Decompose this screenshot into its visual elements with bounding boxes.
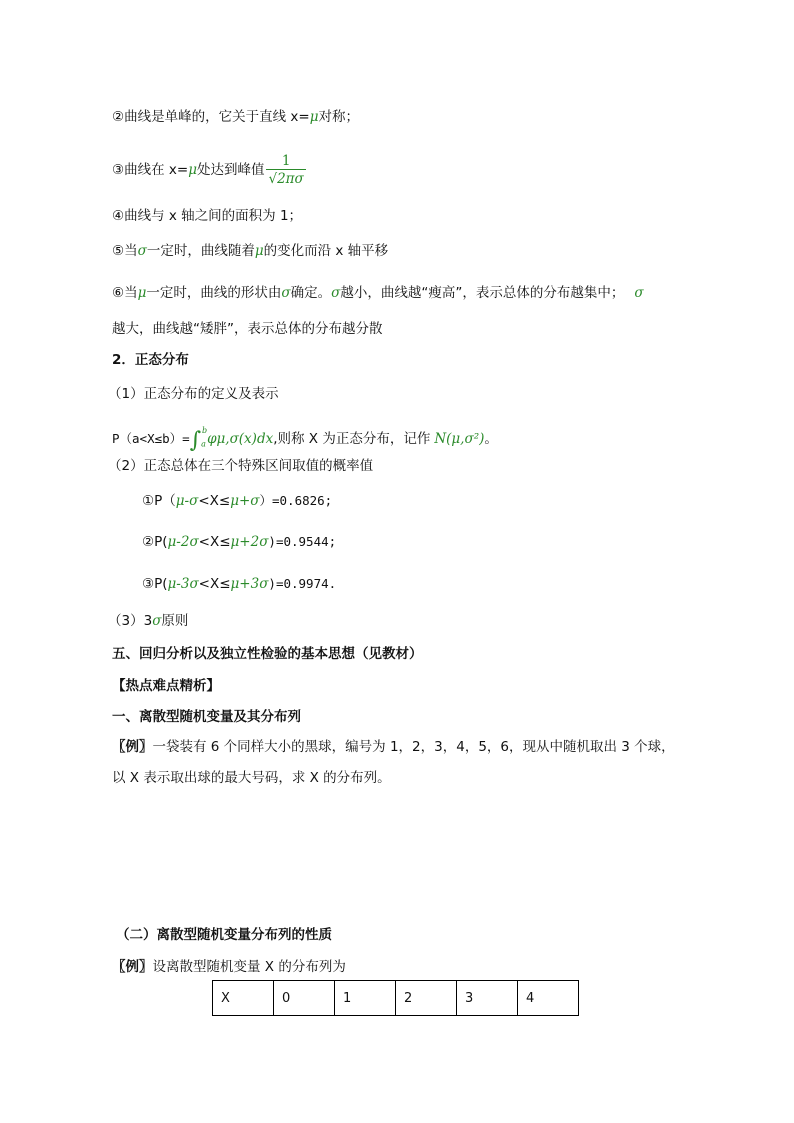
interval-upper: μ+2σ bbox=[230, 534, 269, 550]
text: 一定时，曲线的形状由 bbox=[146, 285, 282, 301]
subsection-definition: （1）正态分布的定义及表示 bbox=[108, 386, 279, 402]
table-cell: 3 bbox=[457, 981, 518, 1016]
mu-symbol: μ bbox=[309, 109, 319, 125]
sigma-symbol: σ bbox=[137, 243, 147, 259]
text: 原则 bbox=[161, 613, 189, 629]
sigma-symbol: σ bbox=[634, 285, 644, 301]
probability-value: ）=0.6826; bbox=[259, 493, 333, 508]
integral-expression: $\int_a^b\varphi\mu,\sigma(x)dx$ bbox=[189, 426, 274, 453]
peak-fraction bbox=[266, 153, 305, 188]
text: ②P( bbox=[142, 534, 168, 550]
text: ⑥当 bbox=[112, 285, 138, 301]
table-cell: 0 bbox=[274, 981, 335, 1016]
section-title-distribution-properties: （二）离散型随机变量分布列的性质 bbox=[116, 927, 332, 943]
text: 对称； bbox=[318, 109, 359, 125]
definition-line bbox=[112, 418, 498, 458]
property-2 bbox=[112, 107, 359, 127]
interval-upper: μ+σ bbox=[230, 493, 260, 509]
property-4: ④曲线与 x 轴之间的面积为 1； bbox=[112, 208, 303, 224]
example-tag: 〖例〗 bbox=[112, 959, 153, 975]
integral-lower-limit: a bbox=[201, 439, 206, 449]
integral-upper-limit: b bbox=[201, 426, 208, 435]
property-6-line-1 bbox=[112, 283, 644, 303]
probability-value: )=0.9974. bbox=[268, 576, 337, 591]
mu-symbol: μ bbox=[254, 243, 264, 259]
text: ①P（ bbox=[142, 493, 176, 509]
text: 设离散型随机变量 X 的分布列为 bbox=[152, 959, 346, 975]
mu-symbol: μ bbox=[137, 285, 147, 301]
example-2-line bbox=[112, 957, 346, 977]
text: 处达到峰值 bbox=[196, 162, 265, 178]
distribution-table bbox=[212, 980, 579, 1016]
interval-lower: μ-2σ bbox=[167, 534, 199, 550]
property-5 bbox=[112, 241, 388, 261]
sigma-symbol: σ bbox=[152, 613, 162, 629]
section-title-regression: 五、回归分析以及独立性检验的基本思想（见教材） bbox=[112, 646, 423, 662]
integrand: φμ,σ(x)dx bbox=[207, 431, 274, 447]
sigma-symbol: σ bbox=[281, 285, 291, 301]
subsection-probabilities: （2）正态总体在三个特殊区间取值的概率值 bbox=[108, 458, 374, 474]
interval-lower: μ-σ bbox=[175, 493, 199, 509]
table-cell: X bbox=[213, 981, 274, 1016]
text: 越小，曲线越“瘦高”，表示总体的分布越集中； bbox=[340, 285, 625, 301]
section-title-discrete-variable: 一、离散型随机变量及其分布列 bbox=[112, 709, 301, 725]
text: <X≤ bbox=[198, 576, 231, 592]
sigma-symbol: σ bbox=[331, 285, 341, 301]
property-6-line-2: 越大，曲线越“矮胖”，表示总体的分布越分散 bbox=[112, 321, 383, 337]
interval-lower: μ-3σ bbox=[167, 576, 199, 592]
text: <X≤ bbox=[198, 534, 231, 550]
text: ,则称 X 为正态分布，记作 bbox=[273, 431, 431, 447]
example-tag: 〖例〗 bbox=[112, 739, 153, 755]
normal-notation: N(μ,σ²) bbox=[434, 431, 485, 447]
text: 一定时，曲线随着 bbox=[146, 243, 255, 259]
text: ③曲线在 x= bbox=[112, 162, 189, 178]
text: ③P( bbox=[142, 576, 168, 592]
text: 的变化而沿 x 轴平移 bbox=[263, 243, 389, 259]
text: ②曲线是单峰的，它关于直线 x= bbox=[112, 109, 310, 125]
fraction-numerator: 1 bbox=[281, 152, 291, 169]
text: 一袋装有 6 个同样大小的黑球，编号为 1，2，3，4，5，6，现从中随机取出 3 个球， bbox=[152, 739, 675, 755]
property-3 bbox=[112, 150, 306, 190]
example-1-line-1 bbox=[112, 737, 675, 757]
text: （3）3 bbox=[108, 613, 153, 629]
probability-1 bbox=[142, 491, 332, 511]
table-cell: 4 bbox=[518, 981, 579, 1016]
table-row bbox=[213, 981, 579, 1016]
mu-symbol: μ bbox=[188, 162, 197, 178]
table-cell: 2 bbox=[396, 981, 457, 1016]
table-cell: 1 bbox=[335, 981, 396, 1016]
interval-upper: μ+3σ bbox=[230, 576, 269, 592]
probability-2 bbox=[142, 532, 336, 552]
example-1-line-2: 以 X 表示取出球的最大号码，求 X 的分布列。 bbox=[112, 770, 391, 786]
subsection-3-sigma-rule bbox=[108, 611, 188, 631]
text: ⑤当 bbox=[112, 243, 138, 259]
text: <X≤ bbox=[198, 493, 231, 509]
probability-3 bbox=[142, 574, 336, 594]
section-title-normal-distribution: 2．正态分布 bbox=[112, 352, 189, 368]
text: 确定。 bbox=[290, 285, 332, 301]
hot-topics-heading: 【热点难点精析】 bbox=[112, 678, 220, 694]
text: 。 bbox=[484, 431, 498, 447]
fraction-denominator: √2πσ bbox=[268, 170, 304, 187]
text: P（a<X≤b）= bbox=[112, 431, 190, 446]
probability-value: )=0.9544; bbox=[268, 534, 337, 549]
